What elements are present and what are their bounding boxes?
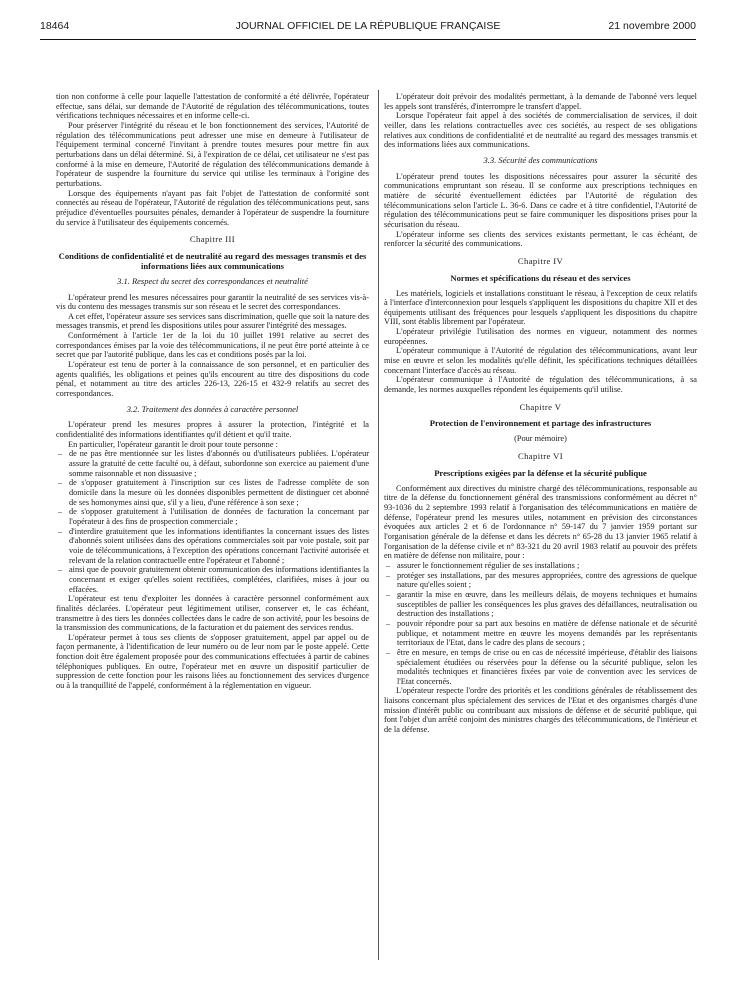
paragraph: L'opérateur est tenu de porter à la connaissance de son personnel, et en particulier des agents qualifiés, les obligations et peines qu'ils encourent au titre des dispositions du code pénal, et notamment au titre des articles 226-13, 226-15 et 432-9 relatifs au secret des correspondances. — [56, 360, 369, 399]
chapter-title: Conditions de confidentialité et de neutralité au regard des messages transmis et des informations liées aux communications — [58, 250, 367, 271]
list-item: – de ne pas être mentionnée sur les listes d'abonnés ou d'utilisateurs publiées. L'opérateur assure la gratuité de cette faculté ou, à défaut, subordonne son exercice au paiement d'une somme raisonnable et non dissuasive ; — [56, 449, 369, 478]
section-title: 3.3. Sécurité des communications — [483, 154, 598, 165]
paragraph: L'opérateur respecte l'ordre des priorités et les conditions générales de rétablissement des liaisons concernant plus spécialement des services de l'Etat et des organismes chargés d'une mission d'intérêt public ou contribuant aux missions de défense et de sécurité publique, qui font l'objet d'un arrêté conjoint des ministres chargés des télécommunications, de l'intérieur et de la défense. — [384, 686, 697, 735]
paragraph: Conformément à l'article 1er de la loi du 10 juillet 1991 relative au secret des correspondances émises par la voie des télécommunications, il ne peut être porté atteinte à ce secret que par l'autorité publique, dans les cas et conditions posés par la loi. — [56, 331, 369, 360]
chapter-title: Protection de l'environnement et partage des infrastructures — [429, 418, 652, 429]
paragraph: Pour préserver l'intégrité du réseau et le bon fonctionnement des services, l'Autorité de régulation des télécommunications peut adresser une mise en demeure à l'utilisateur de l'équipement terminal concerné l'invitant à prendre toutes mesures pour mettre fin aux perturbations dans un délai déterminé. Si, à l'expiration de ce délai, cet utilisateur ne s'est pas conformé à la mise en demeure, l'Autorité de régulation des télécommunications demande à l'opérateur de suspendre la fourniture du service qui utilise les terminaux à l'origine des perturbations. — [56, 120, 369, 188]
column-divider — [378, 90, 379, 960]
paragraph: L'opérateur informe ses clients des services existants permettant, le cas échéant, de renforcer la sécurité des communications. — [384, 229, 697, 249]
list-item: – pouvoir répondre pour sa part aux besoins en matière de défense nationale et de sécurité publique, et notamment mettre en œuvre les moyens demandés par les représentants territoriaux de l'Etat, dans le cadre des plans de secours ; — [384, 619, 697, 648]
paragraph: L'opérateur doit prévoir des modalités permettant, à la demande de l'abonné vers lequel les appels sont transférés, d'interrompre le transfert d'appel. — [384, 92, 697, 111]
section-title: 3.1. Respect du secret des correspondances et neutralité — [117, 275, 308, 286]
chapter-label: Chapitre VI — [517, 451, 564, 462]
memo-note: (Pour mémoire) — [514, 434, 567, 444]
paragraph: L'opérateur communique à l'Autorité de régulation des télécommunications, avant leur mise en œuvre et selon les modalités qu'elle définit, les spécifications techniques détaillées concernant l'interface d'accès au réseau. — [384, 346, 697, 375]
paragraph: Lorsque l'opérateur fait appel à des sociétés de commercialisation de services, il doit veiller, dans les relations contractuelles avec ces sociétés, au respect de ses obligations relatives aux conditions de confidentialité et de neutralité au regard des messages transmis et des informations liées aux communications. — [384, 111, 697, 150]
paragraph: L'opérateur est tenu d'exploiter les données à caractère personnel conformément aux finalités déclarées. L'opérateur peut légitimement utiliser, conserver et, le cas échéant, transmettre à des tiers les données collectées dans le cadre de son activité, pour les besoins de la transmission des communications, de la facturation et du paiement des services rendus. — [56, 594, 369, 633]
page-header — [40, 20, 696, 34]
paragraph: L'opérateur communique à l'Autorité de régulation des télécommunications, à sa demande, les normes auxquelles répondent les équipements qu'il utilise. — [384, 375, 697, 395]
chapter-label: Chapitre III — [189, 234, 236, 245]
paragraph: L'opérateur prend les mesures nécessaires pour garantir la neutralité de ses services vis-à-vis du contenu des messages transmis sur son réseau et le secret des correspondances. — [56, 292, 369, 312]
chapter-label: Chapitre IV — [517, 255, 564, 266]
issue-date: 21 novembre 2000 — [608, 20, 696, 32]
paragraph: L'opérateur privilégie l'utilisation des normes en vigueur, notamment des normes européennes. — [384, 327, 697, 346]
list-item: – ainsi que de pouvoir gratuitement obtenir communication des informations identifiantes la concernant et exiger qu'elles soient rectifiées, complétées, clarifiées, mises à jour ou effacées. — [56, 565, 369, 594]
rights-list — [56, 449, 369, 594]
journal-title: JOURNAL OFFICIEL DE LA RÉPUBLIQUE FRANÇAISE — [235, 20, 501, 32]
defense-measures-list — [384, 561, 697, 687]
list-item: – d'interdire gratuitement que les informations identifiantes la concernant issues des listes d'abonnés soient utilisées dans des opérations commerciales soit par voie postale, soit par voie de télécommunications, à l'exception des opérations concernant l'activité autorisée et relevant de la relation contractuelle entre l'opérateur et l'abonné ; — [56, 527, 369, 566]
list-item: – assurer le fonctionnement régulier de ses installations ; — [384, 561, 697, 571]
paragraph: L'opérateur prend toutes les dispositions nécessaires pour assurer la sécurité des communications empruntant son réseau. Il se conforme aux prescriptions techniques en matière de sécurité éventuellement édictées par l'Autorité de régulation des télécommunications selon l'article L. 36-6. Dans ce cadre et à titre confidentiel, l'Autorité de régulation des télécommunications peut se faire communiquer les dispositions prises pour la sécurisation du réseau. — [384, 171, 697, 229]
chapter-label: Chapitre V — [519, 401, 562, 412]
chapter-title: Normes et spécifications du réseau et des services — [450, 272, 631, 283]
list-item: – protéger ses installations, par des mesures appropriées, contre des agressions de quelque nature qu'elles soient ; — [384, 571, 697, 590]
paragraph: L'opérateur prend les mesures propres à assurer la protection, l'intégrité et la confidentialité des informations identifiantes qu'il détient et qu'il traite. — [56, 420, 369, 440]
paragraph: L'opérateur permet à tous ses clients de s'opposer gratuitement, appel par appel ou de façon permanente, à l'identification de leur numéro ou de leur nom par le poste appelé. Cette fonction doit être également proposée pour des communications effectuées à partir de cabines téléphoniques publiques. En outre, l'opérateur met en œuvre un dispositif particulier de suppression de cette fonction pour les raisons liées au fonctionnement des services d'urgence ou à la tranquillité de l'appelé, conformément à la réglementation en vigueur. — [56, 632, 369, 691]
right-column — [384, 92, 697, 735]
header-rule — [40, 39, 696, 40]
list-item: – être en mesure, en temps de crise ou en cas de nécessité impérieuse, d'établir des liaisons spécialement étudiées ou réservées pour la défense ou la sécurité publique, selon les modalités techniques et financières fixées par voie de convention avec les services de l'Etat concernés. — [384, 648, 697, 687]
left-column — [56, 92, 369, 691]
list-item: – garantir la mise en œuvre, dans les meilleurs délais, de moyens techniques et humains susceptibles de pallier les conséquences les plus graves des défaillances, neutralisation ou destruction des installations ; — [384, 590, 697, 619]
paragraph: Lorsque des équipements n'ayant pas fait l'objet de l'attestation de conformité sont connectés au réseau de l'opérateur, l'Autorité de régulation des télécommunications peut, sans préjudice d'éventuelles poursuites pénales, demander à l'opérateur de suspendre la fourniture du service à l'utilisateur des équipements concernés. — [56, 188, 369, 227]
paragraph: Les matériels, logiciels et installations constituant le réseau, à l'exception de ceux relatifs à l'interface d'interconnexion pour lesquels s'appliquent les dispositions du chapitre XII et des équipements utilisant des fréquences pour lesquels s'appliquent les dispositions du chapitre VIII, sont établis librement par l'opérateur. — [384, 288, 697, 327]
paragraph: tion non conforme à celle pour laquelle l'attestation de conformité a été délivrée, l'opérateur effectue, sans délai, sur demande de l'Autorité de régulation des télécommunications, toutes vérifications techniques nécessaires et en informe celle-ci. — [56, 92, 369, 121]
list-item: – de s'opposer gratuitement à l'inscription sur ces listes de l'adresse complète de son domicile dans la mesure où les données disponibles permettent de distinguer cet abonné de ses homonymes ainsi que, s'il y a lieu, d'une référence à son sexe ; — [56, 478, 369, 507]
list-item: – de s'opposer gratuitement à l'utilisation de données de facturation la concernant par l'opérateur à des fins de prospection commerciale ; — [56, 507, 369, 526]
paragraph: A cet effet, l'opérateur assure ses services sans discrimination, quelle que soit la nature des messages transmis, et prend les dispositions utiles pour assurer l'intégrité des messages. — [56, 311, 369, 331]
paragraph: Conformément aux directives du ministre chargé des télécommunications, responsable au titre de la défense du fonctionnement général des transmissions conformément au décret n° 93-1036 du 2 septembre 1993 relatif à l'organisation des télécommunications en matière de défense, l'opérateur prend les mesures utiles, notamment en prévision des circonstances évoquées aux articles 2 et 6 de l'ordonnance n° 59-147 du 7 janvier 1959 portant sur l'organisation générale de la défense et dans les décrets n° 65-28 du 13 janvier 1965 relatif à l'organisation de la défense civile et n° 83-321 du 20 avril 1983 relatif au pouvoir des préfets en matière de défense non militaire, pour : — [384, 483, 697, 561]
chapter-title: Prescriptions exigées par la défense et la sécurité publique — [434, 467, 647, 478]
section-title: 3.2. Traitement des données à caractère personnel — [126, 403, 299, 414]
page-number: 18464 — [40, 20, 70, 32]
paragraph: En particulier, l'opérateur garantit le droit pour toute personne : — [68, 439, 278, 449]
